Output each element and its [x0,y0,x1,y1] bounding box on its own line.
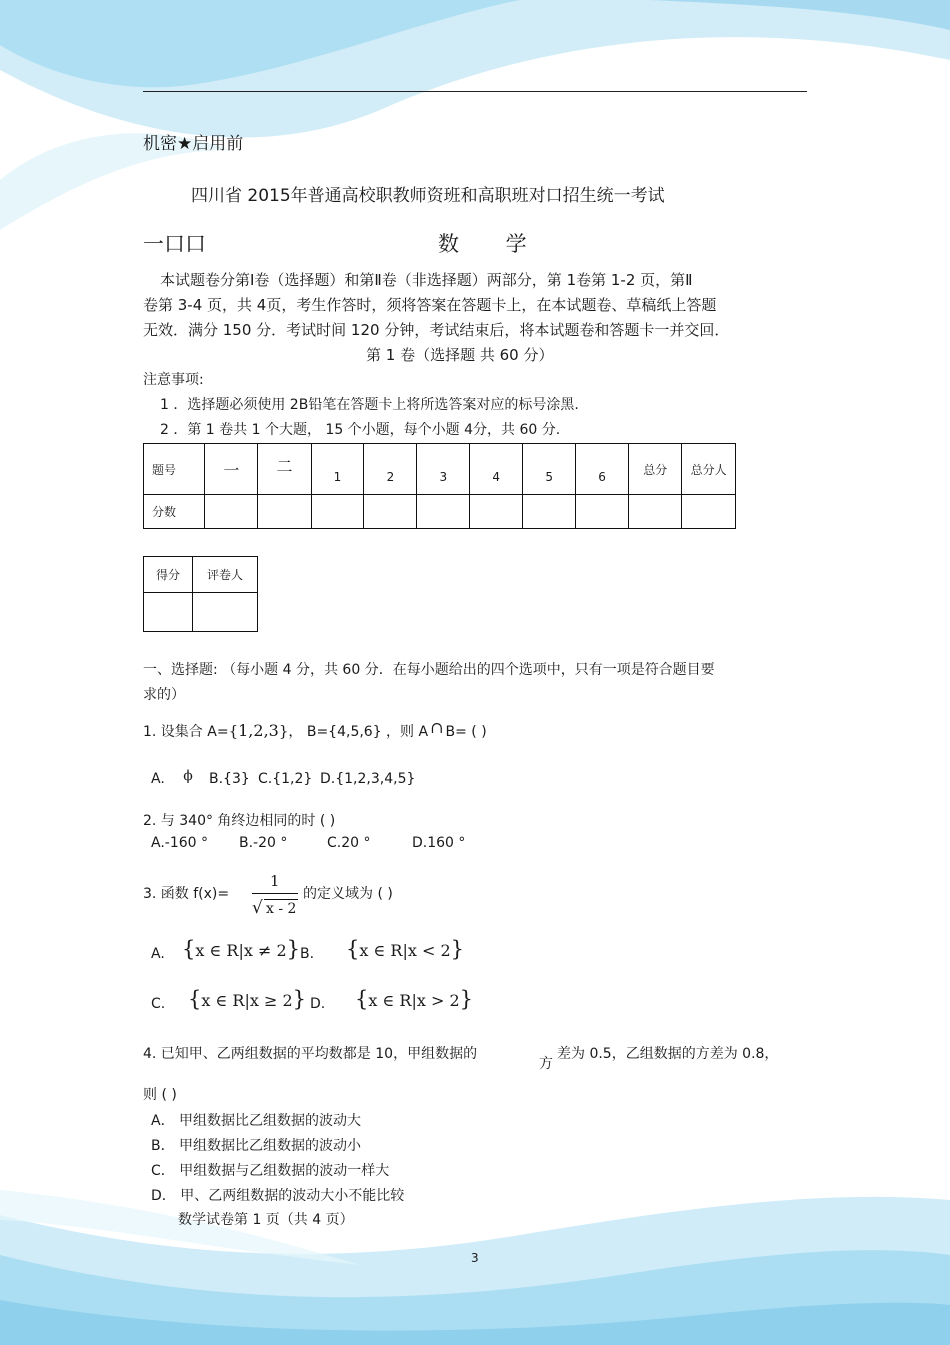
question-1-stem-b: ， B={4,5,6} ，则 A [288,724,429,740]
question-1-option-c: C.{1,2} [258,771,313,787]
question-1-option-d: D.{1,2,3,4,5} [320,771,416,787]
subject-title: 数 学 [438,232,527,256]
question-4-option-a: A． 甲组数据比乙组数据的波动大 [151,1113,362,1129]
intersection-symbol: ∩ [430,718,444,737]
question-1-stem-c: B= ( ) [445,724,487,740]
score-table-cell: 二 [258,444,311,495]
question-3-stem-b: 的定义域为 ( ) [303,886,393,902]
score-table-header-row [144,444,736,495]
question-3-stem-a: 3. 函数 f(x)= [143,886,230,902]
score-table-cell [576,495,629,529]
score-table-cell: 3 [417,444,470,495]
part-one-instructions-line-2: 求的） [143,687,185,703]
question-3-option-b-label: B. [300,946,315,962]
score-table-cell [205,495,258,529]
brace-close: } [292,987,307,1011]
fraction-bar [252,893,298,894]
question-1-stem-a: 1. 设集合 A= [143,724,229,740]
option-a-label: A. [151,771,165,787]
score-table [143,443,736,529]
part-one-instructions-line-1: 一、选择题: （每小题 4 分，共 60 分．在每小题给出的四个选项中，只有一项是符合题目要 [143,662,715,678]
grader-table-cell: 评卷人 [193,557,258,593]
question-4-stem-a: 4. 已知甲、乙两组数据的平均数都是 10，甲组数据的 [143,1046,478,1062]
grader-table-cell [193,593,258,632]
question-3-option-a [182,937,300,961]
score-table-cell: 5 [523,444,576,495]
score-table-cell: 总分人 [682,444,736,495]
score-table-cell [258,495,311,529]
brace-close: } [459,987,474,1011]
grader-table-header-row [144,557,258,593]
exam-title: 四川省 2015年普通高校职教师资班和高职班对口招生统一考试 [191,186,665,206]
grader-table [143,556,258,632]
set-a-values: 1,2,3 [238,721,279,740]
confidential-label: 机密★启用前 [143,134,244,154]
question-4-stem-b: 差为 0.5，乙组数据的方差为 0.8， [557,1046,779,1062]
question-2-option-a: A.-160 ° [151,835,209,851]
question-4-option-d: D． 甲、乙两组数据的波动大小不能比较 [151,1188,405,1204]
question-4-option-c: C． 甲组数据与乙组数据的波动一样大 [151,1163,390,1179]
note-item-1: 1 ．选择题必须使用 2B铅笔在答题卡上将所选答案对应的标号涂黑. [160,397,579,413]
question-3-option-a-label: A. [151,946,165,962]
subject-prefix: 一口口 [143,232,206,256]
score-table-cell: 分数 [144,495,205,529]
question-3-option-b [346,937,464,961]
grader-table-cell: 得分 [144,557,193,593]
question-2-option-c: C.20 ° [327,835,371,851]
score-table-cell [523,495,576,529]
question-1-option-b: B.{3} [209,771,250,787]
question-4-fang: 方 [539,1056,553,1072]
score-table-cell: 总分 [629,444,682,495]
notes-heading: 注意事项: [143,372,204,388]
set-condition: x ∈ R|x ≠ 2 [195,941,287,960]
score-table-cell [682,495,736,529]
intro-line-3: 无效．满分 150 分．考试时间 120 分钟，考试结束后，将本试题卷和答题卡一并交回． [143,321,730,339]
square-root-icon: √ [252,898,263,918]
set-condition: x ∈ R|x ≥ 2 [201,991,293,1010]
header-rule [143,91,807,92]
brace-close: } [450,937,465,961]
score-table-cell: 题号 [144,444,205,495]
radical-overline [264,899,298,900]
score-table-cell [311,495,364,529]
score-table-cell [629,495,682,529]
intro-line-2: 卷第 3-4 页，共 4页，考生作答时，须将答案在答题卡上，在本试题卷、草稿纸上答题 [143,296,717,314]
brace-close: } [286,937,301,961]
brace-open: { [188,987,202,1011]
question-2-option-d: D.160 ° [412,835,466,851]
score-table-score-row [144,495,736,529]
question-4-option-b: B． 甲组数据比乙组数据的波动小 [151,1138,362,1154]
question-2-stem: 2. 与 340° 角终边相同的时 ( ) [143,813,336,829]
intro-line-1: 本试题卷分第Ⅰ卷（选择题）和第Ⅱ卷（非选择题）两部分，第 1卷第 1-2 页，第Ⅱ [160,271,693,289]
note-item-2: 2 ．第 1 卷共 1 个大题， 15 个小题，每个小题 4分，共 60 分. [160,422,561,438]
question-3-option-d-label: D. [310,996,326,1012]
score-table-cell: 一 [205,444,258,495]
brace-open: { [182,937,196,961]
score-table-cell [417,495,470,529]
grader-table-cell [144,593,193,632]
question-1-option-a [151,768,193,787]
brace-open: { [355,987,369,1011]
question-1 [143,718,487,741]
set-condition: x ∈ R|x > 2 [368,991,460,1010]
set-condition: x ∈ R|x < 2 [359,941,451,960]
score-table-cell: 1 [311,444,364,495]
score-table-cell [364,495,417,529]
empty-set-symbol: ϕ [183,768,193,784]
page-footer-label: 数学试卷第 1 页（共 4 页） [178,1212,354,1228]
question-3-option-c [188,987,306,1011]
score-table-cell: 4 [470,444,523,495]
score-table-cell [470,495,523,529]
score-table-cell: 2 [364,444,417,495]
question-3-option-c-label: C. [151,996,166,1012]
fraction-denominator: x - 2 [266,901,297,917]
question-3-option-d [355,987,473,1011]
question-2-option-b: B.-20 ° [239,835,288,851]
set-a-brace-close: } [278,722,289,740]
grader-table-blank-row [144,593,258,632]
set-a-brace-open: { [228,722,239,740]
section-title: 第 1 卷（选择题 共 60 分） [366,346,554,364]
brace-open: { [346,937,360,961]
score-table-cell: 6 [576,444,629,495]
page-number: 3 [471,1251,479,1265]
fraction-numerator: 1 [270,872,280,890]
question-4-stem-c: 则 ( ) [143,1087,177,1103]
